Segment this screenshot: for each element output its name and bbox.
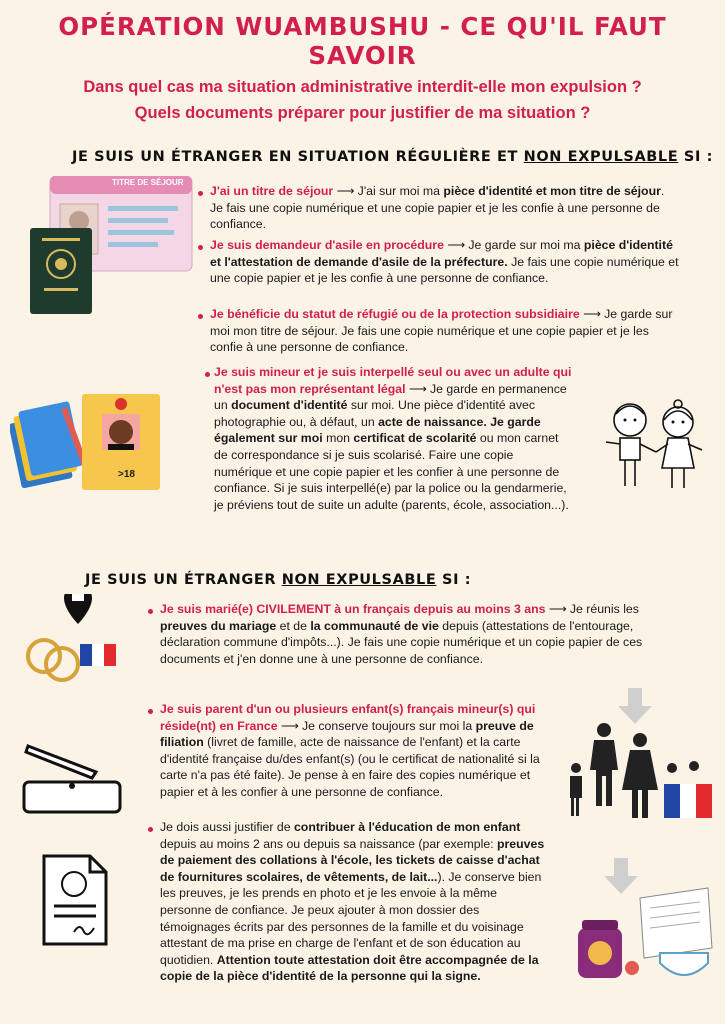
- children-image: [598, 398, 708, 498]
- list-item-minor: Je suis mineur et je suis interpellé seul ou avec un adulte qui n'est pas mon représentant légal ⟶ Je garde en permanence un document d'identité sur moi. Une pièce d'identité avec photographie ou, à défaut, un acte de naissance. Je garde également sur moi mon certificat de scolarité ou mon carnet de correspondance si je suis scolarisé. Faire une copie numérique et une copie papier et les confier à une personne de confiance. Si je suis interpellé(e) par la police ou la gendarmerie, je préviens tout de suite un adulte (parents, école, association...).: [214, 365, 572, 512]
- scanner-image: [22, 742, 122, 820]
- bullet-dot: [198, 314, 203, 319]
- bullet-dot: [205, 372, 210, 377]
- family-image: [560, 688, 715, 823]
- section1-heading: JE SUIS UN ÉTRANGER EN SITUATION RÉGULIÈRE ET NON EXPULSABLE SI :: [72, 149, 714, 165]
- card-label: TITRE DE SÉJOUR: [112, 178, 184, 187]
- subtitle-question-2: Quels documents préparer pour justifier de ma situation ?: [134, 104, 591, 122]
- list-item-married: Je suis marié(e) CIVILEMENT à un français depuis au moins 3 ans ⟶ Je réunis les preuves du mariage et de la communauté de vie depuis (attestations de l'entourage, déclaration commune d'impôts...). Je fais une copie numérique et un copie papier de ces documents et j'en donne une à une personne de confiance.: [160, 602, 643, 666]
- list-item-residence-permit: J'ai un titre de séjour ⟶ J'ai sur moi ma pièce d'identité et mon titre de séjour. Je fais une copie numérique et une copie papier et je les confie à une personne de confiance.: [210, 184, 665, 232]
- age-label: >18: [118, 469, 135, 480]
- bullet-dot: [148, 827, 153, 832]
- section2-heading: JE SUIS UN ÉTRANGER NON EXPULSABLE SI :: [85, 572, 472, 588]
- marriage-rings-image: [22, 594, 122, 694]
- receipts-baby-items-image: [570, 858, 715, 988]
- subtitle-question-1: Dans quel cas ma situation administrative interdit-elle mon expulsion ?: [83, 78, 642, 96]
- school-id-card-image: [10, 388, 170, 496]
- birth-certificate-image: [40, 852, 110, 947]
- list-item-refugee: Je bénéficie du statut de réfugié ou de la protection subsidiaire ⟶ Je garde sur moi mon titre de séjour. Je fais une copie numérique et une copie papier et je les confie à une personne de confiance.: [210, 307, 673, 355]
- residence-permit-passport-image: [30, 176, 195, 316]
- list-item-parent: Je suis parent d'un ou plusieurs enfant(s) français mineur(s) qui réside(nt) en France ⟶ Je conserve toujours sur moi la preuve de filiation (livret de famille, acte de naissance de l'enfant) et la carte d'identité française du/des enfant(s) (ou le certificat de nationalité si la carte n'a pas été faite). Je pense à en faire des copies numérique et papier et à les confier à une personne de confiance.: [160, 702, 540, 799]
- page-title: OPÉRATION WUAMBUSHU - CE QU'IL FAUT SAVOIR: [58, 12, 667, 70]
- bullet-dot: [198, 191, 203, 196]
- bullet-dot: [198, 245, 203, 250]
- list-item-contribution: Je dois aussi justifier de contribuer à l'éducation de mon enfant depuis au moins 2 ans ou depuis sa naissance (par exemple: preuves de paiement des collations à l'école, les tickets de caisse d'achat de fournitures scolaires, de vêtements, de lait...). Je conserve bien les preuves, je les prends en photo et je les envoie à la même personne de confiance. Je peux ajouter à mon dossier des témoignages écrits par des personnes de la famille et du voisinage attestant de ma prise en charge de l'enfant et de son éducation au quotidien. Attention toute attestation doit être accompagnée de la copie de la pièce d'identité de la personne qui la signe.: [160, 820, 545, 984]
- bullet-dot: [148, 709, 153, 714]
- list-item-asylum-seeker: Je suis demandeur d'asile en procédure ⟶ Je garde sur moi ma pièce d'identité et l'attestation de demande d'asile de la préfecture. Je fais une copie numérique et une copie papier et je les confie à une personne de confiance.: [210, 238, 679, 286]
- bullet-dot: [148, 609, 153, 614]
